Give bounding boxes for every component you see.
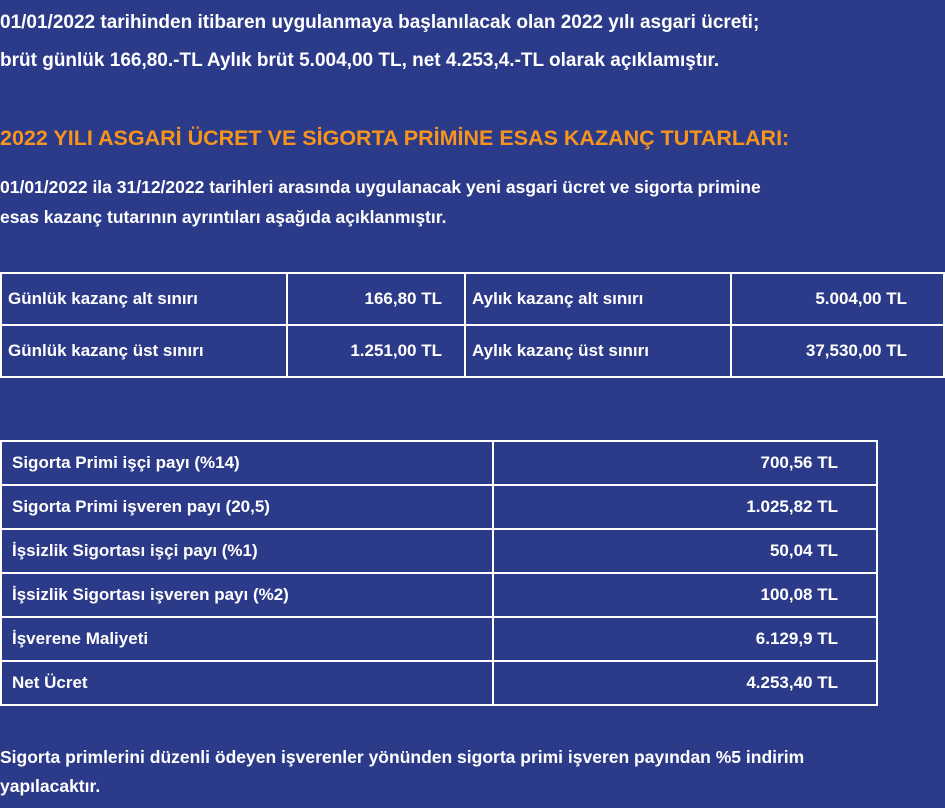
monthly-upper-limit-value: 37,530,00 TL <box>731 325 944 377</box>
footer-note <box>0 743 945 801</box>
description-line-1: 01/01/2022 ila 31/12/2022 tarihleri arasında uygulanacak yeni asgari ücret ve sigorta primine <box>0 177 761 197</box>
earnings-limits-table <box>0 272 945 378</box>
employer-cost-label: İşverene Maliyeti <box>1 617 493 661</box>
description-paragraph <box>0 172 761 232</box>
net-wage-label: Net Ücret <box>1 661 493 705</box>
intro-paragraph <box>0 4 945 80</box>
monthly-lower-limit-value: 5.004,00 TL <box>731 273 944 325</box>
employer-cost-value: 6.129,9 TL <box>493 617 877 661</box>
table-row <box>1 617 877 661</box>
intro-line-2: brüt günlük 166,80.-TL Aylık brüt 5.004,00 TL, net 4.253,4.-TL olarak açıklamıştır. <box>0 50 720 71</box>
employee-unemployment-value: 50,04 TL <box>493 529 877 573</box>
daily-lower-limit-label: Günlük kazanç alt sınırı <box>1 273 287 325</box>
section-heading: 2022 YILI ASGARİ ÜCRET VE SİGORTA PRİMİNE ESAS KAZANÇ TUTARLARI: <box>0 126 790 150</box>
employee-premium-label: Sigorta Primi işçi payı (%14) <box>1 441 493 485</box>
employee-premium-value: 700,56 TL <box>493 441 877 485</box>
premium-breakdown-table <box>0 440 878 706</box>
footer-line-2: yapılacaktır. <box>0 776 101 796</box>
table-row <box>1 485 877 529</box>
employee-unemployment-label: İşsizlik Sigortası işçi payı (%1) <box>1 529 493 573</box>
table-row <box>1 325 944 377</box>
description-line-2: esas kazanç tutarının ayrıntıları aşağıda açıklanmıştır. <box>0 207 447 227</box>
net-wage-value: 4.253,40 TL <box>493 661 877 705</box>
monthly-upper-limit-label: Aylık kazanç üst sınırı <box>465 325 731 377</box>
table-row <box>1 573 877 617</box>
table-row <box>1 529 877 573</box>
daily-lower-limit-value: 166,80 TL <box>287 273 465 325</box>
monthly-lower-limit-label: Aylık kazanç alt sınırı <box>465 273 731 325</box>
employer-premium-value: 1.025,82 TL <box>493 485 877 529</box>
table-row <box>1 273 944 325</box>
intro-line-1: 01/01/2022 tarihinden itibaren uygulanmaya başlanılacak olan 2022 yılı asgari ücreti; <box>0 12 760 33</box>
footer-line-1: Sigorta primlerini düzenli ödeyen işverenler yönünden sigorta primi işveren payından %5 indirim <box>0 747 805 767</box>
table-row <box>1 441 877 485</box>
daily-upper-limit-label: Günlük kazanç üst sınırı <box>1 325 287 377</box>
table-row <box>1 661 877 705</box>
employer-unemployment-label: İşsizlik Sigortası işveren payı (%2) <box>1 573 493 617</box>
employer-premium-label: Sigorta Primi işveren payı (20,5) <box>1 485 493 529</box>
employer-unemployment-value: 100,08 TL <box>493 573 877 617</box>
daily-upper-limit-value: 1.251,00 TL <box>287 325 465 377</box>
